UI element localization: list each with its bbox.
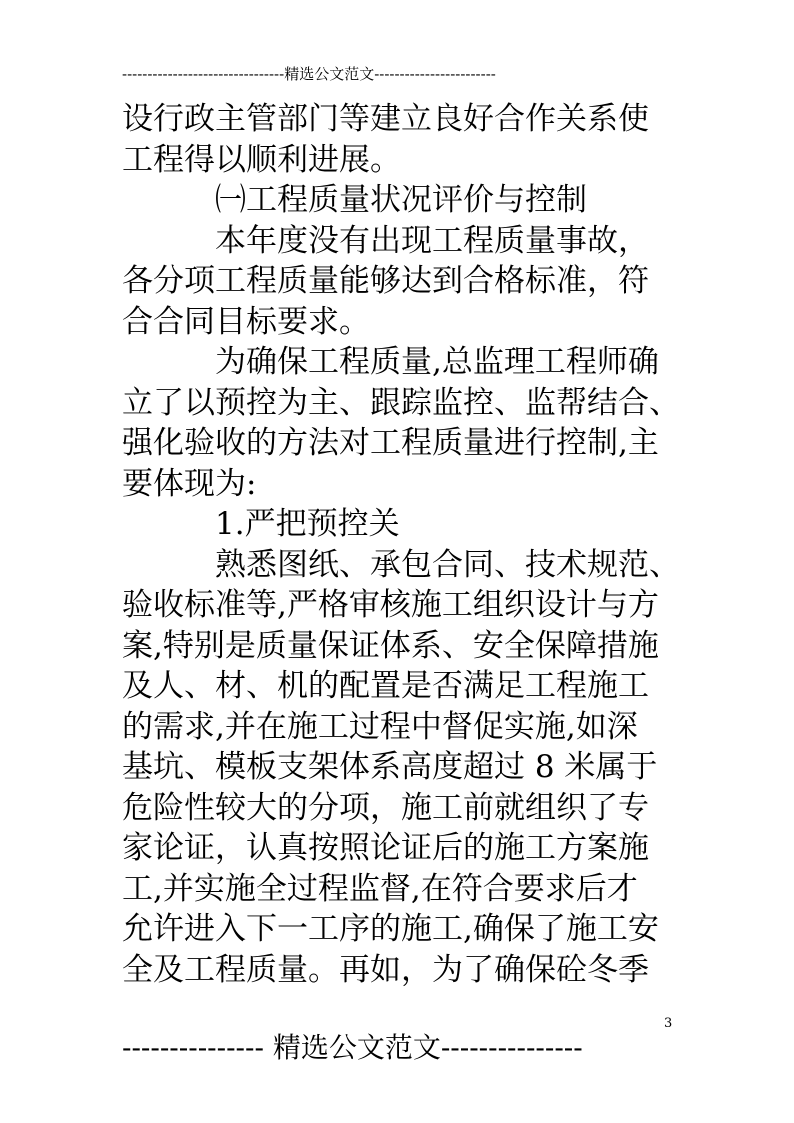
paragraph bbox=[122, 99, 678, 180]
text-line: 的需求,并在施工过程中督促实施,如深 bbox=[122, 708, 638, 745]
text-line: 熟悉图纸、承包合同、技术规范、 bbox=[215, 546, 680, 583]
text-line: 为确保工程质量,总监理工程师确 bbox=[215, 344, 659, 380]
text-line: ㈠工程质量状况评价与控制 bbox=[215, 182, 587, 218]
text-line: 全及工程质量。再如，为了确保砼冬季 bbox=[122, 951, 649, 988]
subsection-heading bbox=[122, 504, 678, 545]
paragraph bbox=[122, 342, 678, 504]
text-line: 合合同目标要求。 bbox=[122, 303, 370, 340]
paragraph bbox=[122, 545, 678, 991]
page-number: 3 bbox=[664, 1016, 673, 1031]
text-line: 危险性较大的分项，施工前就组织了专 bbox=[122, 789, 649, 826]
text-line: 强化验收的方法对工程质量进行控制,主 bbox=[122, 425, 659, 461]
text-line: 各分项工程质量能够达到合格标准，符 bbox=[122, 263, 649, 299]
text-line: 案,特别是质量保证体系、安全保障措施 bbox=[122, 627, 659, 664]
text-line: 要体现为: bbox=[122, 465, 257, 502]
document-body bbox=[122, 99, 678, 990]
text-line: 验收标准等,严格审核施工组织设计与方 bbox=[122, 587, 659, 623]
text-line: 工程得以顺利进展。 bbox=[122, 141, 401, 178]
text-line: 立了以预控为主、跟踪监控、监帮结合、 bbox=[122, 384, 680, 421]
page-footer: --------------- 精选公文范文--------------- bbox=[122, 1031, 583, 1064]
text-line: 设行政主管部门等建立良好合作关系使 bbox=[122, 101, 649, 137]
paragraph bbox=[122, 221, 678, 343]
page-header: --------------------------------精选公文范文------------------------ bbox=[122, 65, 496, 83]
text-line: 1.严把预控关 bbox=[215, 506, 400, 542]
text-line: 工,并实施全过程监督,在符合要求后才 bbox=[122, 870, 638, 907]
text-line: 及人、材、机的配置是否满足工程施工 bbox=[122, 668, 649, 704]
text-line: 允许进入下一工序的施工,确保了施工安 bbox=[122, 911, 659, 947]
text-line: 本年度没有出现工程质量事故， bbox=[215, 222, 649, 259]
section-heading bbox=[122, 180, 678, 221]
text-line: 家论证，认真按照论证后的施工方案施 bbox=[122, 830, 649, 866]
text-line: 基坑、模板支架体系高度超过 8 米属于 bbox=[122, 749, 658, 785]
